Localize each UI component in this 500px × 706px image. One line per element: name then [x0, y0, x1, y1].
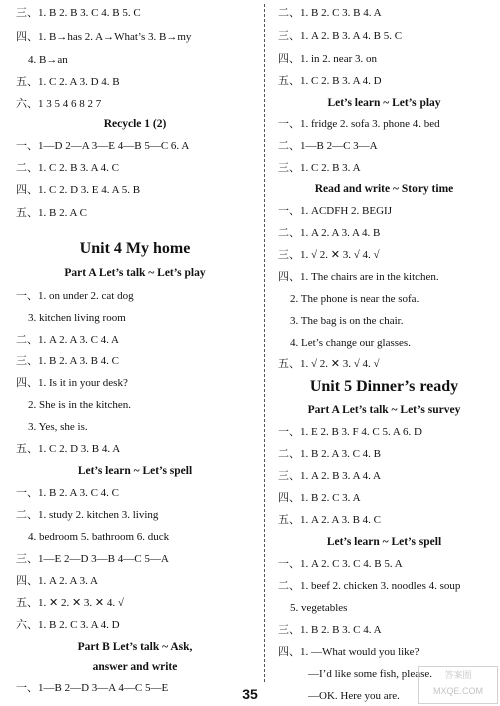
section-heading: Part A Let’s talk ~ Let’s play [64, 267, 206, 279]
answer-line: 五、1. C 2. B 3. A 4. D [278, 75, 382, 87]
answer-line: 一、1. fridge 2. sofa 3. phone 4. bed [278, 118, 440, 130]
answer-line: 一、1—D 2—A 3—E 4—B 5—C 6. A [16, 140, 190, 152]
answer-line: 四、1. The chairs are in the kitchen. [278, 271, 439, 283]
answer-line: 一、1. B 2. A 3. C 4. C [16, 487, 119, 499]
answer-line: 五、1. C 2. D 3. B 4. A [16, 443, 121, 455]
answer-line: 3. Yes, she is. [28, 421, 88, 433]
answer-line: —OK. Here you are. [308, 690, 400, 702]
answer-line: 二、1. B 2. A 3. C 4. B [278, 448, 381, 460]
answer-line: 三、1. B 2. B 3. C 4. B 5. C [16, 7, 141, 19]
answer-line: 五、1. A 2. A 3. B 4. C [278, 514, 381, 526]
answer-line: 2. She is in the kitchen. [28, 399, 131, 411]
answer-line: 三、1—E 2—D 3—B 4—C 5—A [16, 553, 169, 565]
answer-line: 四、1. B 2. C 3. A [278, 492, 361, 504]
answer-line: 二、1. study 2. kitchen 3. living [16, 509, 159, 521]
answer-line: 二、1. A 2. A 3. A 4. B [278, 227, 381, 239]
section-heading: Let’s learn ~ Let’s play [327, 97, 441, 109]
answer-line: 二、1—B 2—C 3—A [278, 140, 378, 152]
answer-line: 一、1. E 2. B 3. F 4. C 5. A 6. D [278, 426, 422, 438]
answer-line: 四、1. in 2. near 3. on [278, 53, 377, 65]
watermark-logo: 答案圈 MXQE.COM [418, 666, 498, 704]
answer-line: 四、1. A 2. A 3. A [16, 575, 98, 587]
section-heading: Let’s learn ~ Let’s spell [77, 465, 193, 477]
answer-line: —I’d like some fish, please. [308, 668, 433, 680]
section-heading: Part A Let’s talk ~ Let’s survey [307, 404, 461, 416]
answer-line: 五、1. ✕ 2. ✕ 3. ✕ 4. √ [16, 597, 124, 609]
answer-line: 一、1. A 2. C 3. C 4. B 5. A [278, 558, 403, 570]
answer-line: 三、1. B 2. B 3. C 4. A [278, 624, 382, 636]
column-divider [264, 4, 265, 682]
answer-line: 五、1. C 2. A 3. D 4. B [16, 76, 120, 88]
section-heading: answer and write [92, 661, 178, 673]
answer-line: 4. Let’s change our glasses. [290, 337, 411, 349]
answer-line: 5. vegetables [290, 602, 348, 614]
answer-line: 六、1. B 2. C 3. A 4. D [16, 619, 120, 631]
answer-line: 四、1. Is it in your desk? [16, 377, 128, 389]
answer-line: 一、1. ACDFH 2. BEGIJ [278, 205, 392, 217]
answer-line: 二、1. C 2. B 3. A 4. C [16, 162, 119, 174]
unit-title: Unit 5 Dinner’s ready [309, 378, 459, 395]
answer-line: 2. The phone is near the sofa. [290, 293, 420, 305]
answer-line: 四、1. —What would you like? [278, 646, 420, 658]
answer-line: 三、1. √ 2. ✕ 3. √ 4. √ [278, 249, 380, 261]
answer-line: 二、1. A 2. A 3. C 4. A [16, 334, 119, 346]
section-heading: Recycle 1 (2) [103, 118, 167, 130]
unit-title: Unit 4 My home [79, 240, 191, 257]
answer-line: 五、1. √ 2. ✕ 3. √ 4. √ [278, 358, 380, 370]
section-heading: Let’s learn ~ Let’s spell [326, 536, 442, 548]
answer-line: 六、1 3 5 4 6 8 2 7 [16, 98, 102, 110]
answer-line: 三、1. A 2. B 3. A 4. A [278, 470, 381, 482]
section-heading: Part B Let’s talk ~ Ask, [77, 641, 193, 653]
answer-line: 三、1. A 2. B 3. A 4. B 5. C [278, 30, 403, 42]
answer-line: 四、1. C 2. D 3. E 4. A 5. B [16, 184, 141, 196]
answer-line: 一、1. on under 2. cat dog [16, 290, 134, 302]
answer-line: 4. B→an [28, 54, 68, 66]
page-number: 35 [242, 686, 258, 702]
answer-line: 3. kitchen living room [28, 312, 126, 324]
section-heading: Read and write ~ Story time [314, 183, 454, 195]
answer-line: 五、1. B 2. A C [16, 207, 87, 219]
answer-line: 4. bedroom 5. bathroom 6. duck [28, 531, 170, 543]
answer-line: 三、1. B 2. A 3. B 4. C [16, 355, 119, 367]
answer-line: 四、1. B→has 2. A→What’s 3. B→my [16, 31, 192, 43]
answer-line: 3. The bag is on the chair. [290, 315, 404, 327]
answer-line: 一、1—B 2—D 3—A 4—C 5—E [16, 682, 169, 694]
answer-line: 二、1. B 2. C 3. B 4. A [278, 7, 382, 19]
answer-line: 二、1. beef 2. chicken 3. noodles 4. soup [278, 580, 461, 592]
answer-line: 三、1. C 2. B 3. A [278, 162, 361, 174]
